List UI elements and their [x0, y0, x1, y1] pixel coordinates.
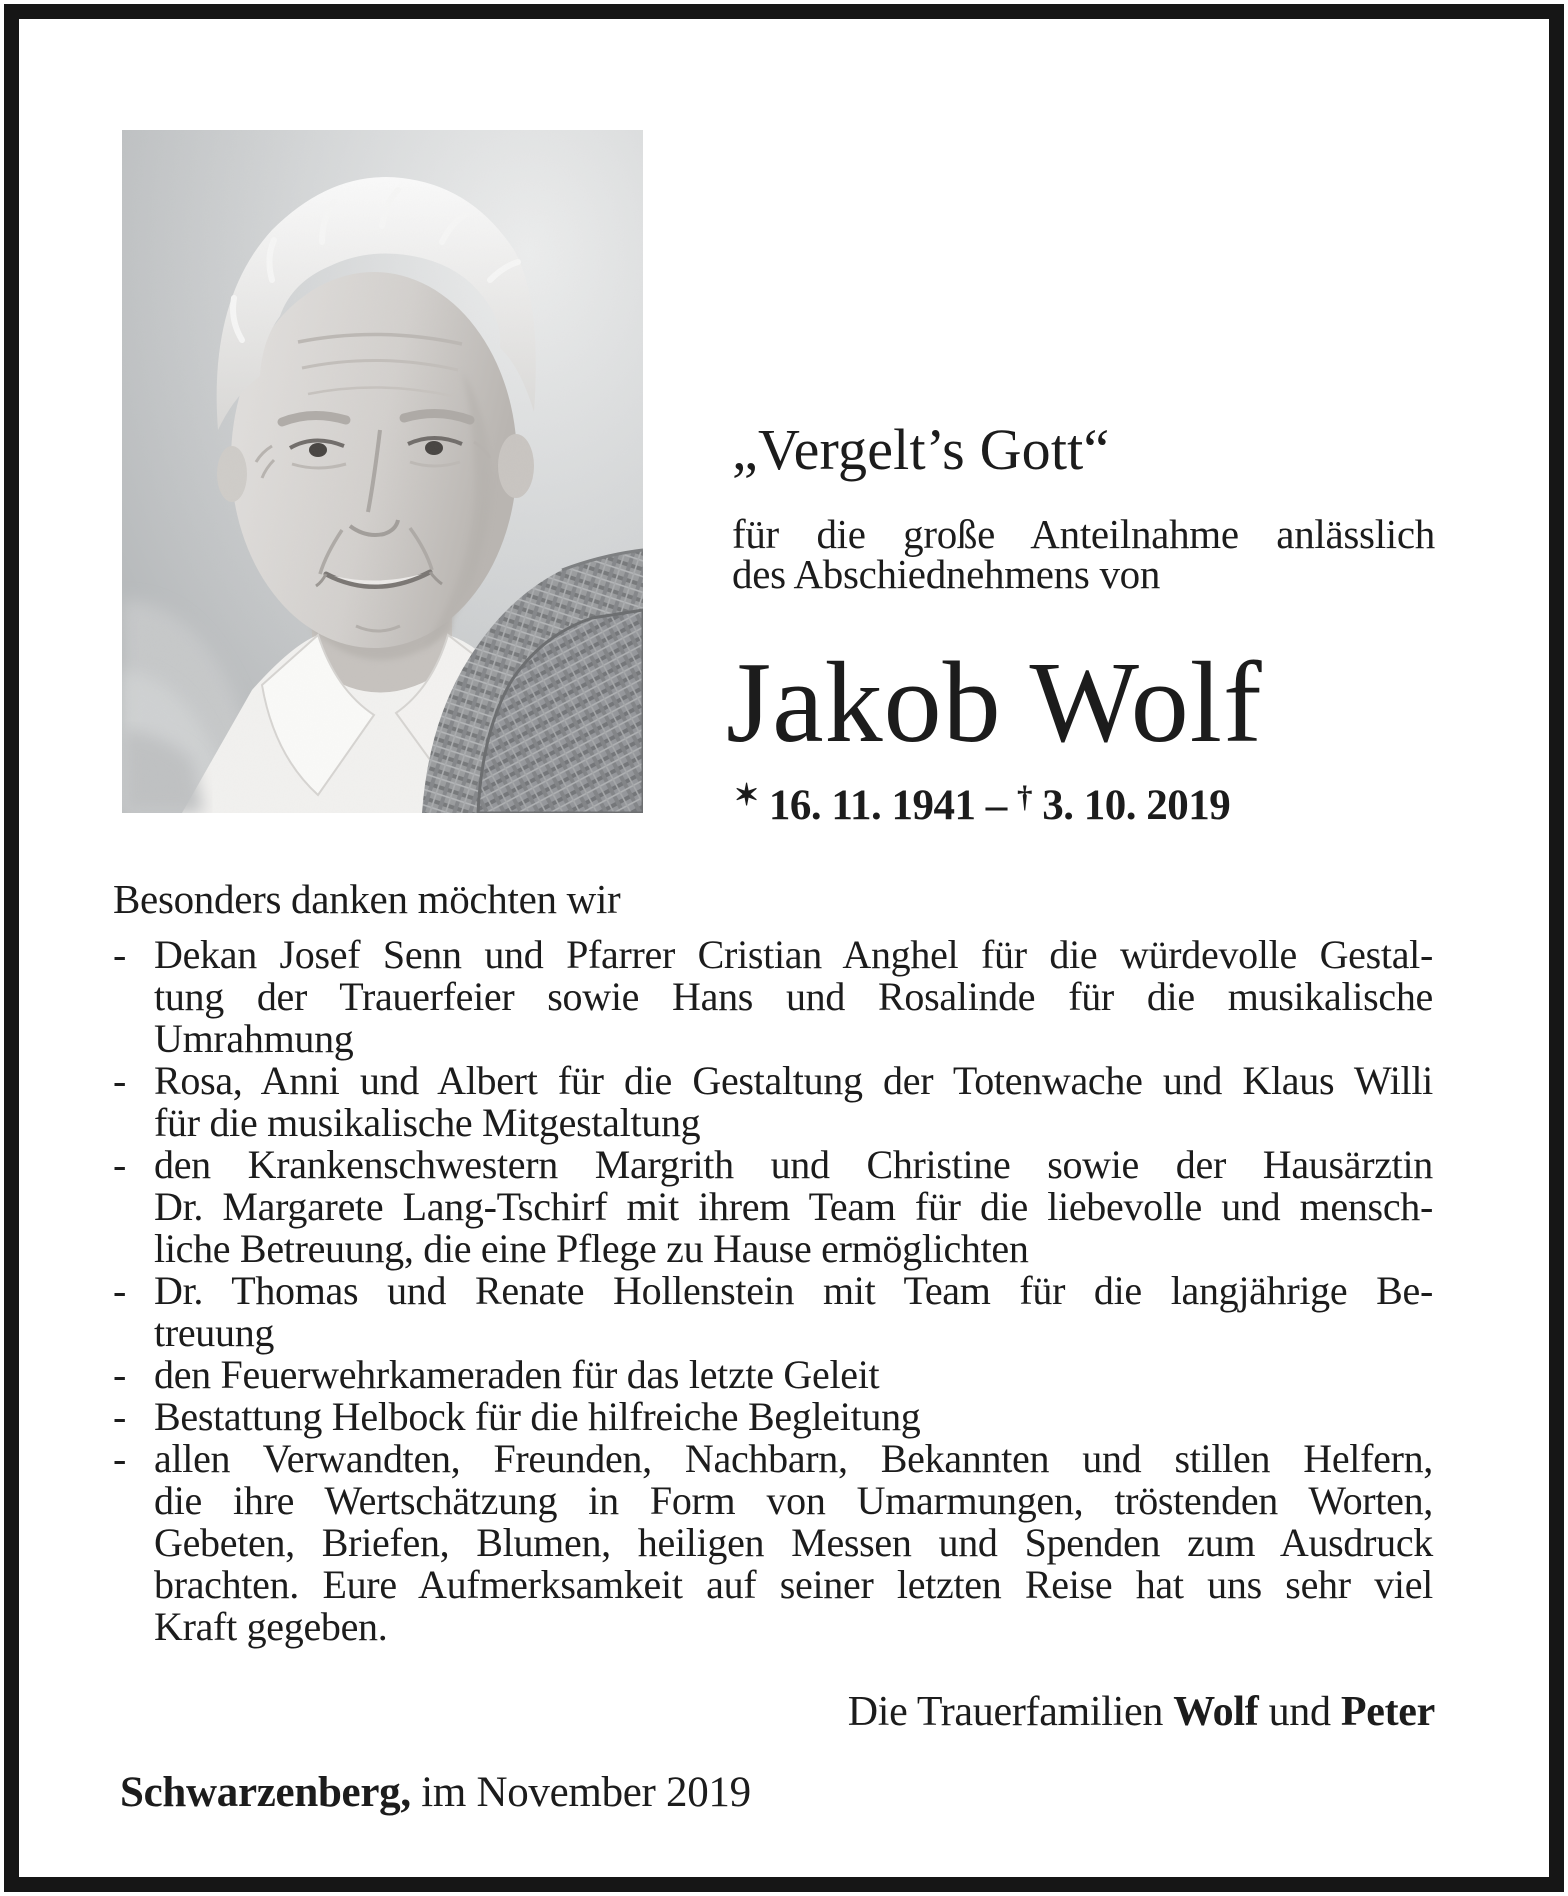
list-item-text [154, 1396, 1433, 1438]
list-dash-marker: - [113, 1142, 127, 1187]
deceased-name: Jakob Wolf [726, 639, 1263, 767]
list-item-line: brachten. Eure Aufmerksamkeit auf seiner letzten Reise hat uns sehr viel [154, 1562, 1433, 1607]
life-dates [734, 774, 1230, 828]
family-name-1: Wolf [1173, 1689, 1259, 1735]
thanks-list-item [113, 934, 1433, 1060]
list-dash-marker: - [113, 1436, 127, 1481]
list-item-text [154, 1060, 1433, 1144]
thanks-list-item [113, 1396, 1433, 1438]
list-item-line: den Krankenschwestern Margrith und Christine sowie der Hausärztin [154, 1142, 1433, 1187]
list-item-line: tung der Trauerfeier sowie Hans und Rosalinde für die musikalische [154, 974, 1433, 1019]
list-item-line: den Feuerwehrkameraden für das letzte Geleit [154, 1352, 880, 1397]
list-item-line: für die musikalische Mitgestaltung [154, 1100, 701, 1145]
list-item-line: allen Verwandten, Freunden, Nachbarn, Bekannten und stillen Helfern, [154, 1436, 1433, 1481]
photo-grain [122, 130, 643, 813]
thanks-heading: Besonders danken möchten wir [113, 876, 621, 922]
thanks-list [113, 934, 1433, 1648]
list-item-line: Dr. Thomas und Renate Hollenstein mit Team für die langjährige Be- [154, 1268, 1433, 1313]
list-item-line: Dr. Margarete Lang-Tschirf mit ihrem Team für die liebevolle und mensch- [154, 1184, 1433, 1229]
death-cross-icon: † [1017, 779, 1033, 814]
list-item-text [154, 1354, 1433, 1396]
list-dash-marker: - [113, 932, 127, 977]
closing-conjunction: und [1268, 1689, 1331, 1735]
list-dash-marker: - [113, 1268, 127, 1313]
list-dash-marker: - [113, 1352, 127, 1397]
thanks-list-item [113, 1060, 1433, 1144]
list-item-line: Rosa, Anni und Albert für die Gestaltung der Totenwache und Klaus Willi [154, 1058, 1433, 1103]
dates-separator: – [985, 782, 1007, 829]
thanks-list-item [113, 1144, 1433, 1270]
birth-star-icon: ✶ [734, 779, 759, 812]
intro-paragraph [732, 511, 1435, 597]
intro-line: des Abschiednehmens von [732, 551, 1161, 597]
closing-prefix: Die Trauerfamilien [847, 1689, 1164, 1735]
list-item-text [154, 1270, 1433, 1354]
list-item-line: Gebeten, Briefen, Blumen, heiligen Messen und Spenden zum Ausdruck [154, 1520, 1433, 1565]
list-item-text [154, 934, 1433, 1060]
list-item-text [154, 1438, 1433, 1648]
family-name-2: Peter [1340, 1689, 1435, 1735]
list-dash-marker: - [113, 1394, 127, 1439]
place-name: Schwarzenberg, [120, 1769, 411, 1816]
list-item-line: treuung [154, 1310, 275, 1355]
date-text: im November 2019 [421, 1769, 751, 1816]
list-item-line: Dekan Josef Senn und Pfarrer Cristian Anghel für die würdevolle Gestal- [154, 932, 1433, 977]
list-item-line: Bestattung Helbock für die hilfreiche Begleitung [154, 1394, 921, 1439]
thanks-list-item [113, 1270, 1433, 1354]
birth-date: 16. 11. 1941 [768, 782, 976, 829]
place-date-line [120, 1770, 751, 1816]
quote: „Vergelt’s Gott“ [732, 417, 1110, 482]
list-item-line: Umrahmung [154, 1016, 354, 1061]
list-item-line: liche Betreuung, die eine Pflege zu Hause ermöglichten [154, 1226, 1029, 1271]
list-dash-marker: - [113, 1058, 127, 1103]
intro-line: für die große Anteilnahme anlässlich [732, 511, 1435, 557]
list-item-text [154, 1144, 1433, 1270]
thanks-list-item [113, 1438, 1433, 1648]
list-item-line: die ihre Wertschätzung in Form von Umarmungen, tröstenden Worten, [154, 1478, 1433, 1523]
thanks-list-item [113, 1354, 1433, 1396]
closing-line [113, 1690, 1435, 1734]
portrait-photo [122, 130, 643, 813]
death-date: 3. 10. 2019 [1042, 782, 1231, 829]
list-item-line: Kraft gegeben. [154, 1604, 388, 1649]
